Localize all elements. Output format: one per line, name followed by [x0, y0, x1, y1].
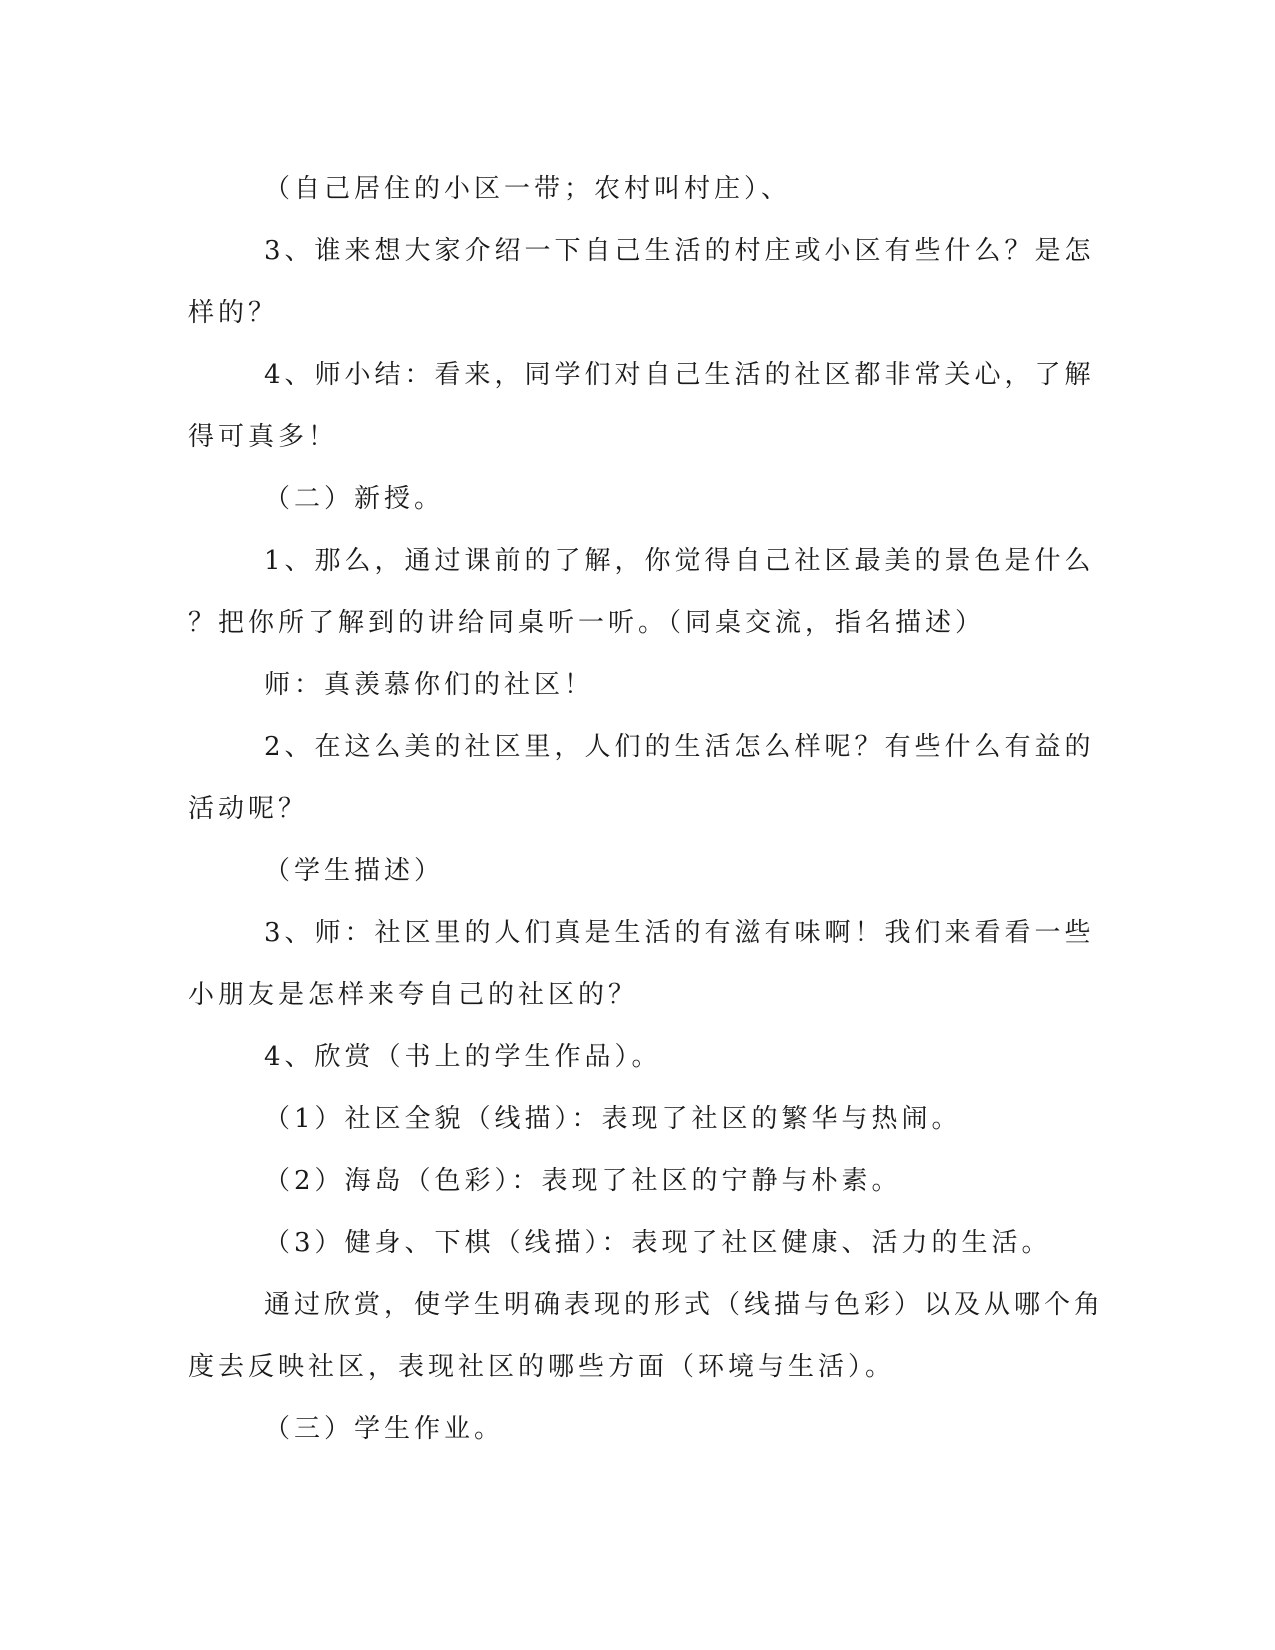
paragraph-line: 3、师：社区里的人们真是生活的有滋有味啊！我们来看看一些 [264, 918, 1095, 948]
paragraph-line: 通过欣赏，使学生明确表现的形式（线描与色彩）以及从哪个角 [264, 1290, 1105, 1320]
paragraph-line: 样的？ [188, 298, 279, 328]
paragraph-line: （学生描述） [264, 856, 445, 886]
list-item: （3）健身、下棋（线描）：表现了社区健康、活力的生活。 [264, 1228, 1052, 1258]
paragraph-line: 4、欣赏（书上的学生作品）。 [264, 1042, 662, 1072]
paragraph-line: （自己居住的小区一带；农村叫村庄）、 [264, 174, 792, 204]
paragraph-line: 度去反映社区，表现社区的哪些方面（环境与生活）。 [188, 1352, 896, 1382]
document-body [188, 158, 1105, 1460]
paragraph-line: 活动呢？ [188, 794, 309, 824]
paragraph-line: 1、那么，通过课前的了解，你觉得自己社区最美的景色是什么 [264, 546, 1095, 576]
list-item: （2）海岛（色彩）：表现了社区的宁静与朴素。 [264, 1166, 902, 1196]
paragraph-line: 3、谁来想大家介绍一下自己生活的村庄或小区有些什么？是怎 [264, 236, 1095, 266]
section-heading: （二）新授。 [264, 484, 445, 514]
paragraph-line: 得可真多！ [188, 422, 339, 452]
list-item: （1）社区全貌（线描）：表现了社区的繁华与热闹。 [264, 1104, 962, 1134]
paragraph-line: 小朋友是怎样来夸自己的社区的？ [188, 980, 639, 1010]
paragraph-line: 2、在这么美的社区里，人们的生活怎么样呢？有些什么有益的 [264, 732, 1095, 762]
paragraph-line: ？把你所了解到的讲给同桌听一听。（同桌交流，指名描述） [188, 608, 986, 638]
paragraph-line: 4、师小结：看来，同学们对自己生活的社区都非常关心，了解 [264, 360, 1095, 390]
section-heading: （三）学生作业。 [264, 1414, 505, 1444]
paragraph-line: 师：真羡慕你们的社区！ [264, 670, 595, 700]
